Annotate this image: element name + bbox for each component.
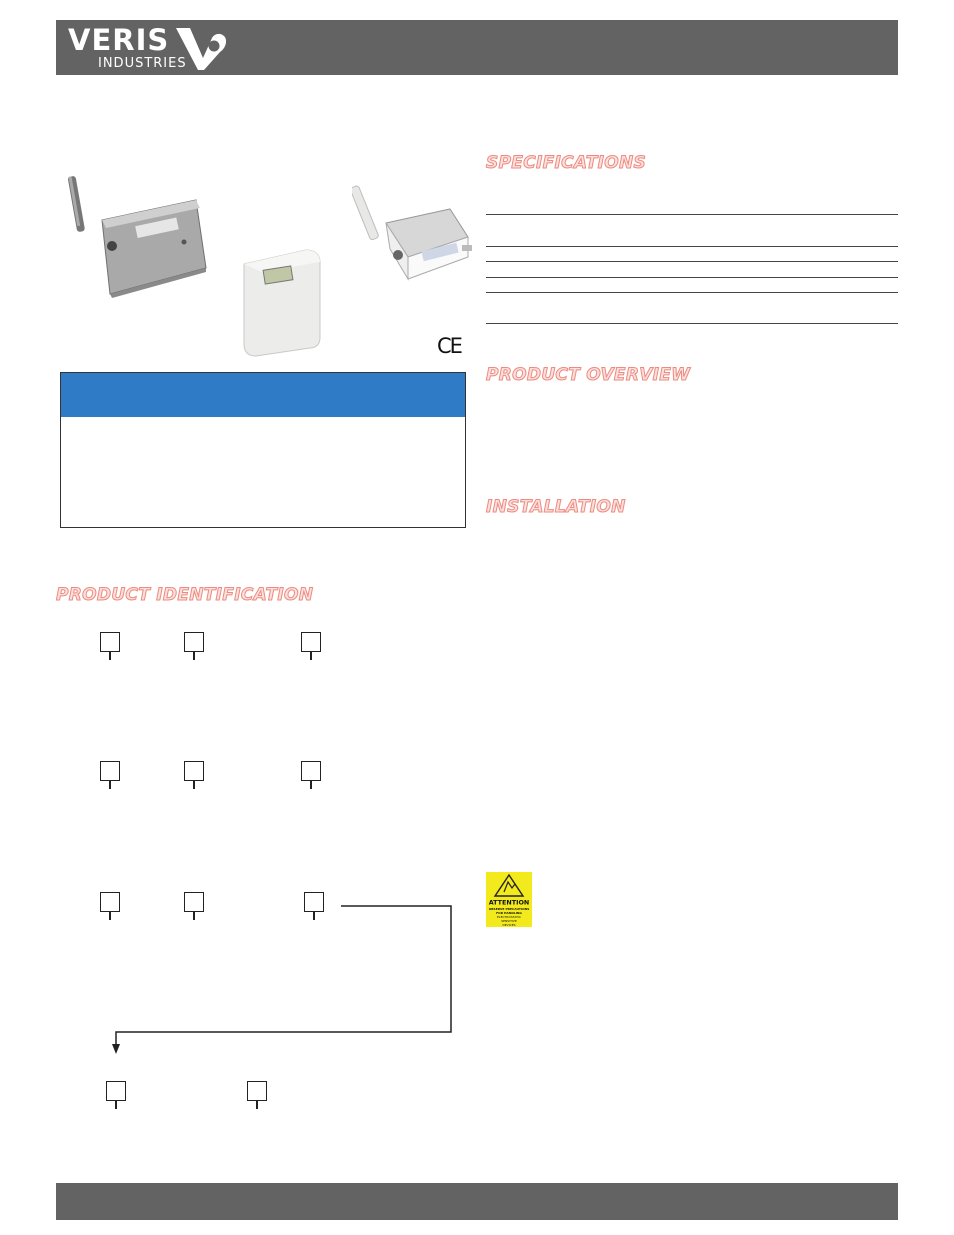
continuation-connector (110, 900, 456, 1060)
header-bar (56, 20, 898, 75)
wall-sensor-photo (240, 248, 324, 358)
part-number-box (184, 761, 204, 781)
spec-rule (486, 323, 898, 324)
box-tick (256, 1101, 258, 1109)
esd-warning-label (486, 872, 532, 927)
part-number-box (100, 632, 120, 652)
spec-rule (486, 246, 898, 247)
part-number-box (247, 1081, 267, 1101)
box-tick (193, 652, 195, 660)
box-tick (109, 652, 111, 660)
specifications-heading: SPECIFICATIONS (486, 153, 647, 173)
box-tick (109, 781, 111, 789)
part-number-box (301, 761, 321, 781)
part-number-box (184, 632, 204, 652)
esd-title: ATTENTION (488, 898, 530, 907)
part-number-box (100, 761, 120, 781)
spec-rule (486, 277, 898, 278)
arrow-down-icon (112, 1044, 120, 1054)
installation-heading: INSTALLATION (486, 497, 626, 517)
esd-line: SENSITIVE (501, 919, 517, 923)
spec-rule (486, 292, 898, 293)
box-tick (310, 652, 312, 660)
box-tick (115, 1101, 117, 1109)
ce-mark: CE (437, 334, 461, 358)
esd-line: ELECTROSTATIC (497, 915, 521, 919)
brand-subtitle: INDUSTRIES (98, 56, 187, 71)
esd-line: DEVICES (502, 923, 516, 927)
esd-line: OBSERVE PRECAUTIONS (488, 907, 530, 911)
product-identification-heading: PRODUCT IDENTIFICATION (56, 585, 314, 605)
box-tick (310, 781, 312, 789)
panel-header-band (61, 373, 465, 417)
box-tick (193, 781, 195, 789)
part-number-box (106, 1081, 126, 1101)
esd-line: FOR HANDLING (496, 911, 522, 915)
duct-sensor-photo (66, 172, 212, 300)
footer-bar (56, 1183, 898, 1220)
spec-rule (486, 261, 898, 262)
part-number-box (301, 632, 321, 652)
veris-v-logo-icon (176, 26, 228, 72)
brand-name: VERIS (68, 23, 170, 57)
product-summary-panel (60, 372, 466, 528)
product-overview-heading: PRODUCT OVERVIEW (486, 365, 691, 385)
duct-sensor-white-photo (352, 183, 472, 283)
spec-rule (486, 214, 898, 215)
